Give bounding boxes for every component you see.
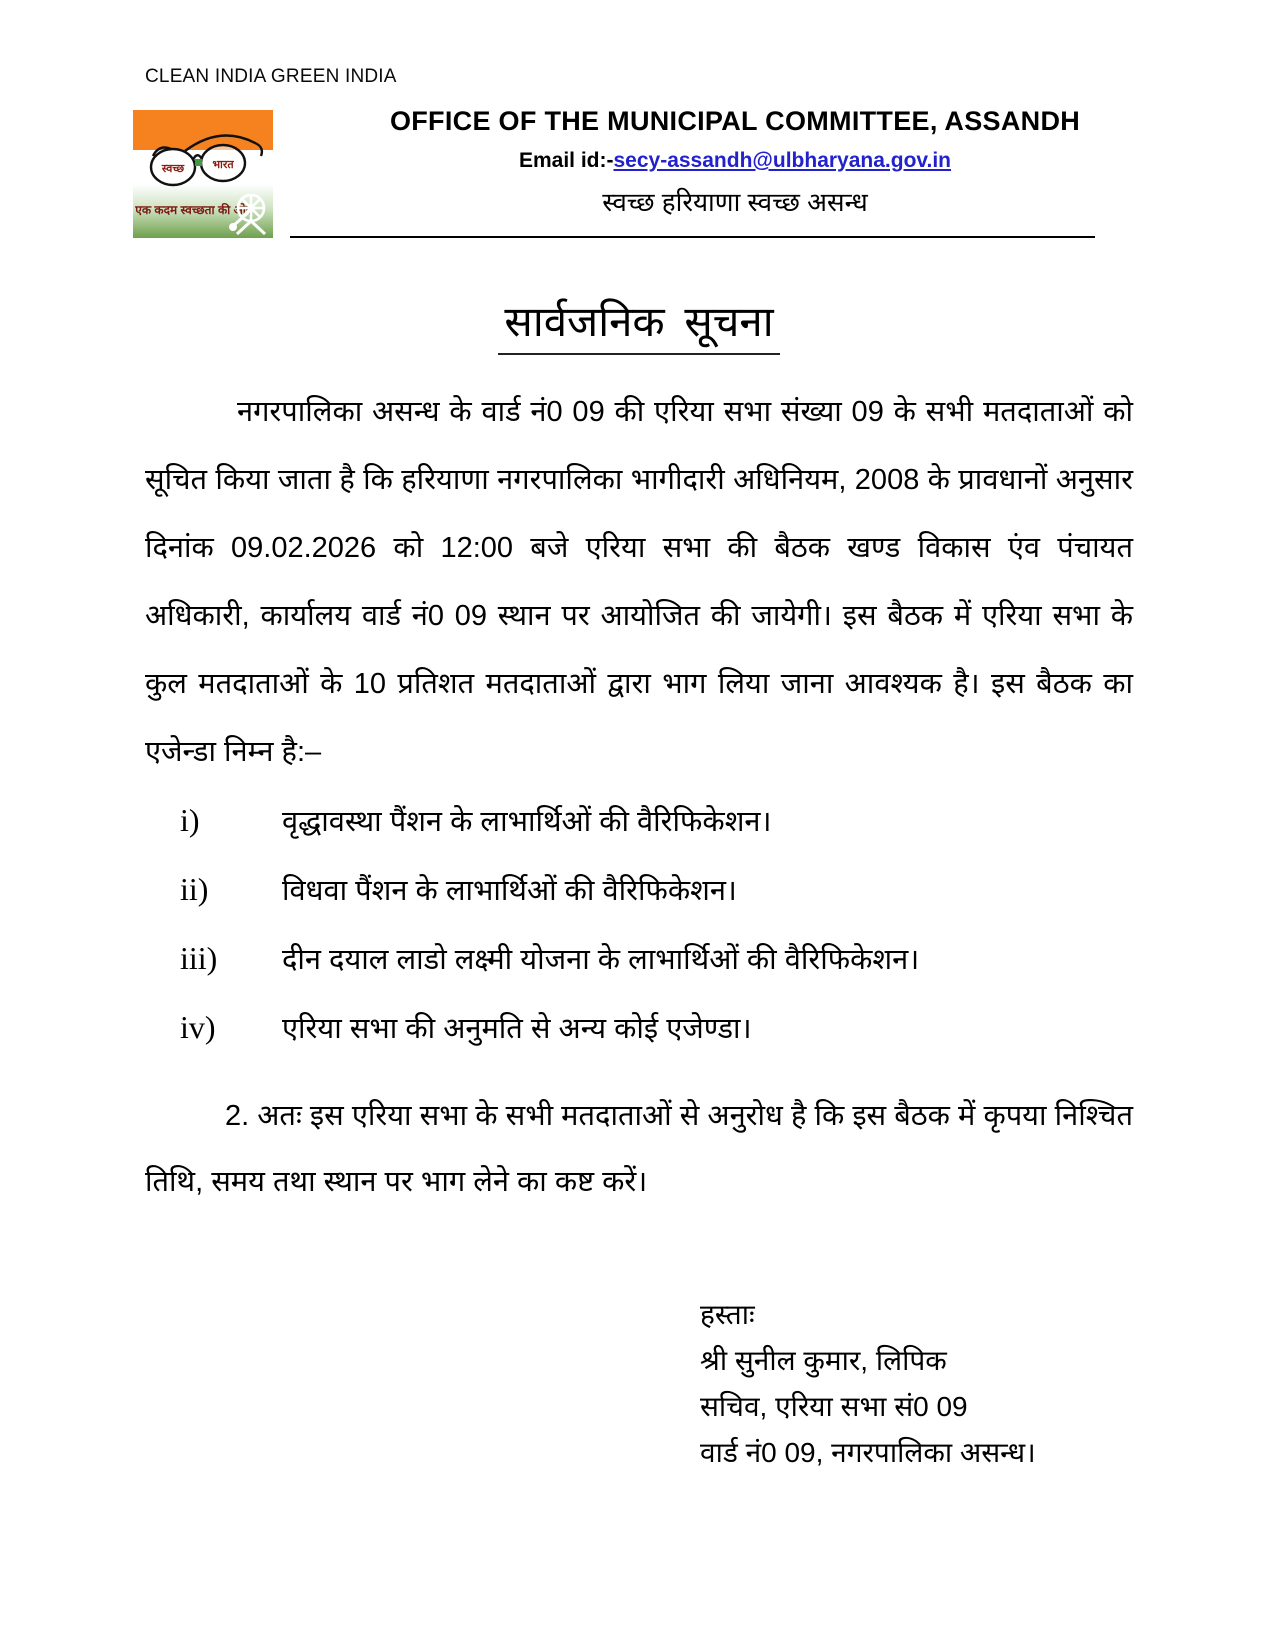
agenda-item-3: [180, 938, 1135, 982]
email-line: [320, 149, 1150, 173]
notice-title-row: [145, 292, 1133, 355]
swachh-bharat-logo-icon: [133, 110, 273, 238]
signature-line-signed: हस्ताः: [700, 1299, 755, 1330]
logo-caption: एक कदम स्वच्छता की ओर: [135, 203, 251, 217]
letterhead: [320, 106, 1150, 219]
signature-block: [700, 1292, 1036, 1476]
agenda-marker-3: iii): [180, 940, 218, 976]
signature-line-role: सचिव, एरिया सभा सं0 09: [700, 1391, 968, 1422]
hindi-subtitle: स्वच्छ हरियाणा स्वच्छ असन्ध: [602, 187, 868, 217]
svg-text:भारत: भारत: [212, 159, 234, 171]
agenda-list: [180, 800, 1135, 1076]
office-title: OFFICE OF THE MUNICIPAL COMMITTEE, ASSANDH: [389, 106, 1081, 136]
notice-paragraph-2: 2. अतः इस एरिया सभा के सभी मतदाताओं से अनुरोध है कि इस बैठक में कृपया निश्चित तिथि, समय तथा स्थान पर भाग लेने का कष्ट करें।: [145, 1100, 1133, 1198]
agenda-marker-2: ii): [180, 871, 209, 907]
email-link[interactable]: secy-assandh@ulbharyana.gov.in: [613, 149, 952, 172]
notice-paragraph-1: नगरपालिका असन्ध के वार्ड नं0 09 की एरिया सभा संख्या 09 के सभी मतदाताओं को सूचित किया जाता है कि हरियाणा नगरपालिका भागीदारी अधिनियम, 2008 के प्रावधानों अनुसार दिनांक 09.02.2026 को 12:00 बजे एरिया सभा की बैठक खण्ड विकास एंव पंचायत अधिकारी, कार्यालय वार्ड नं0 09 स्थान पर आयोजित की जायेगी। इस बैठक में एरिया सभा के कुल मतदाताओं के 10 प्रतिशत मतदाताओं द्वारा भाग लिया जाना आवश्यक है। इस बैठक का एजेन्डा निम्न है:–: [145, 396, 1133, 768]
agenda-text-4: एरिया सभा की अनुमति से अन्य कोई एजेण्डा।: [282, 1013, 752, 1045]
svg-text:स्वच्छ: स्वच्छ: [161, 163, 185, 175]
agenda-marker-1: i): [180, 802, 200, 838]
notice-title: सार्वजनिक सूचना: [498, 292, 779, 355]
signature-line-name: श्री सुनील कुमार, लिपिक: [700, 1345, 947, 1376]
agenda-marker-4: iv): [180, 1009, 216, 1045]
agenda-text-3: दीन दयाल लाडो लक्ष्मी योजना के लाभार्थिओं की वैरिफिकेशन।: [282, 944, 920, 976]
agenda-text-1: वृद्धावस्था पैंशन के लाभार्थिओं की वैरिफिकेशन।: [282, 806, 772, 838]
email-label: Email id:-: [518, 149, 614, 172]
swachh-bharat-logo: [133, 110, 273, 238]
agenda-item-4: [180, 1007, 1135, 1051]
header-divider: [290, 236, 1095, 238]
agenda-text-2: विधवा पैंशन के लाभार्थिओं की वैरिफिकेशन।: [282, 875, 737, 907]
agenda-item-1: [180, 800, 1135, 844]
signature-line-ward: वार्ड नं0 09, नगरपालिका असन्ध।: [700, 1437, 1036, 1468]
clean-india-tagline: CLEAN INDIA GREEN INDIA: [145, 66, 397, 87]
agenda-item-2: [180, 869, 1135, 913]
